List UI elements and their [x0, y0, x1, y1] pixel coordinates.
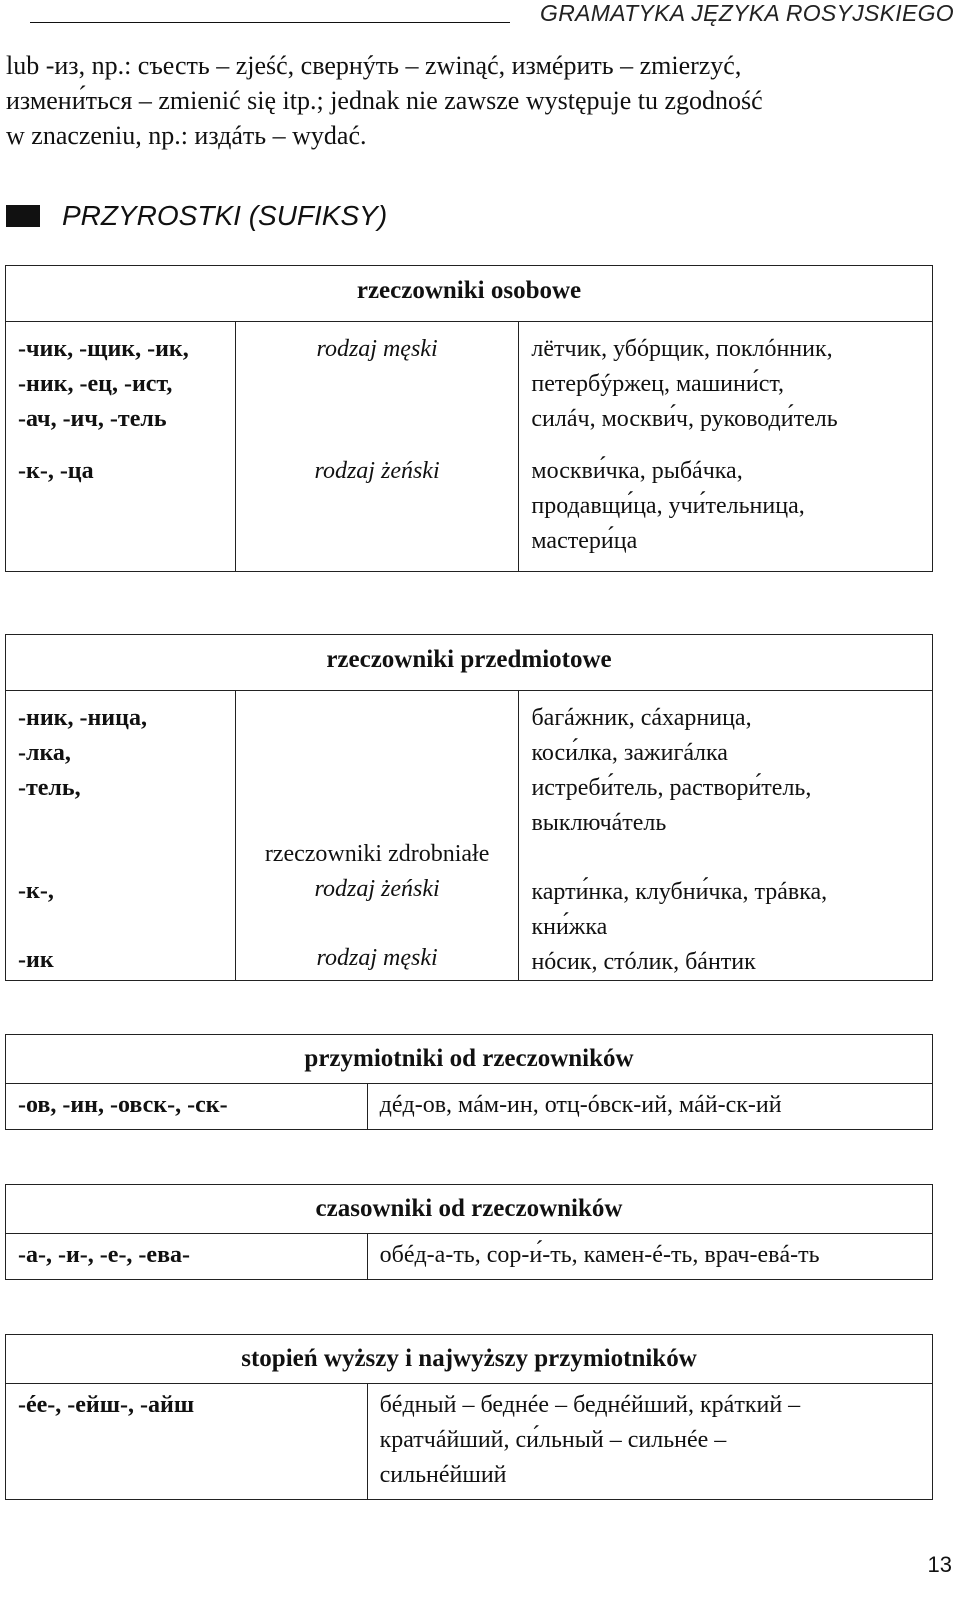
- table-title: przymiotniki od rzeczowników: [6, 1035, 933, 1084]
- suffix-line: -чик, -щик, -ик,: [18, 336, 189, 362]
- example-line: карти́нка, клубни́чка, трáвка,: [531, 879, 828, 905]
- examples-cell: обéд-а-ть, сор-и́-ть, камен-é-ть, врач-евá-ть: [367, 1234, 932, 1280]
- examples-cell: дéд-ов, мáм-ин, отц-óвск-ий, мáй-ск-ий: [367, 1084, 932, 1130]
- suffix-line: -ик: [18, 947, 54, 973]
- intro-line: lub -из, np.: съесть – zjeść, свернýть – zwinąć, измéрить – zmierzyć,: [6, 51, 742, 80]
- suffix-line: -ник, -ница,: [18, 705, 147, 731]
- intro-line: w znaczeniu, np.: издáть – wydać.: [6, 121, 367, 150]
- category-cell: [235, 691, 519, 981]
- table-title: rzeczowniki osobowe: [6, 266, 933, 322]
- table-object-nouns: [5, 634, 933, 981]
- suffix-cell: -ов, -ин, -овск-, -ск-: [6, 1084, 368, 1130]
- gender-cell: rodzaj męski: [235, 322, 519, 455]
- page-number: 13: [927, 1552, 952, 1577]
- table-title: rzeczowniki przedmiotowe: [6, 635, 933, 691]
- example-line: коси́лка, зажигáлка: [531, 740, 728, 766]
- table-title: czasowniki od rzeczowników: [6, 1185, 933, 1234]
- page-header: [0, 0, 960, 32]
- gender-cell: rodzaj żeński: [235, 454, 519, 572]
- intro-line: измени́ться – zmienić się itp.; jednak nie zawsze występuje tu zgodność: [6, 86, 763, 115]
- suffix-line: -лка,: [18, 740, 71, 766]
- suffix-cell: [6, 322, 236, 455]
- table-adjectives: [5, 1034, 933, 1130]
- table-comparison: [5, 1334, 933, 1500]
- suffix-cell: -к-, -ца: [6, 454, 236, 572]
- section-title-text: PRZYROSTKI (SUFIKSY): [62, 200, 388, 231]
- suffix-cell: -éе-, -ейш-, -айш: [6, 1384, 368, 1500]
- examples-cell: [519, 691, 933, 981]
- table-personal-nouns: [5, 265, 933, 572]
- example-line: петербýржец, машини́ст,: [531, 371, 785, 397]
- example-line: кни́жка: [531, 914, 608, 940]
- example-line: выключáтель: [531, 810, 667, 836]
- example-line: сильнéйший: [379, 1462, 507, 1488]
- example-line: лётчик, убóрщик, поклóнник,: [531, 336, 833, 362]
- example-line: мастери́ца: [531, 528, 638, 554]
- examples-cell: [519, 322, 933, 455]
- suffix-line: -ач, -ич, -тель: [18, 406, 167, 432]
- section-title: [6, 200, 387, 232]
- black-square-icon: [6, 205, 40, 227]
- example-line: истреби́тель, раствори́тель,: [531, 775, 812, 801]
- example-line: бéдный – беднéе – беднéйший, крáткий –: [379, 1392, 801, 1418]
- table-verbs: [5, 1184, 933, 1280]
- gender-label: rodzaj męski: [316, 945, 438, 971]
- examples-cell: [519, 454, 933, 572]
- header-title: GRAMATYKA JĘZYKA ROSYJSKIEGO: [540, 0, 954, 26]
- example-line: силáч, москви́ч, руководи́тель: [531, 406, 838, 432]
- example-line: нóсик, стóлик, бáнтик: [531, 949, 756, 975]
- header-rule: [30, 22, 510, 23]
- example-line: кратчáйший, си́льный – сильнéе –: [379, 1427, 727, 1453]
- suffix-line: -ник, -ец, -ист,: [18, 371, 173, 397]
- suffix-cell: [6, 691, 236, 981]
- intro-paragraph: [6, 48, 954, 153]
- gender-label: rodzaj żeński: [314, 876, 440, 902]
- example-line: москви́чка, рыбáчка,: [531, 458, 743, 484]
- examples-cell: [367, 1384, 932, 1500]
- suffix-line: -к-,: [18, 878, 54, 904]
- suffix-line: -тель,: [18, 775, 81, 801]
- example-line: продавщи́ца, учи́тельница,: [531, 493, 805, 519]
- table-title: stopień wyższy i najwyższy przymiotników: [6, 1335, 933, 1384]
- suffix-cell: -а-, -и-, -е-, -ева-: [6, 1234, 368, 1280]
- example-line: багáжник, сáхарница,: [531, 705, 752, 731]
- diminutive-label: rzeczowniki zdrobniałe: [264, 841, 490, 867]
